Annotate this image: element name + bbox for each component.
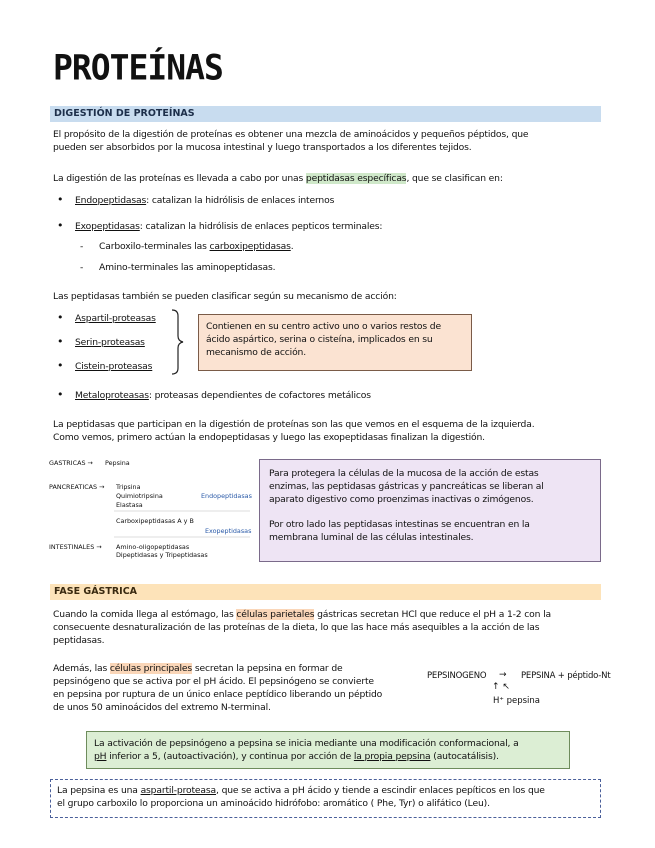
scheme-quimiotripsina: Quimiotripsina (116, 492, 163, 500)
dash-l1-pre: La pepsina es una (57, 785, 141, 796)
purple-line: Por otro lado las peptidasas intestinas se encuentran en la (269, 519, 530, 530)
purple-line: membrana luminal de las células intestinales. (269, 532, 474, 543)
reaction-left: PEPSINOGENO (427, 671, 487, 681)
term-carboxipeptidasas: carboxipeptidasas (209, 241, 291, 252)
highlight-parietales: células parietales (236, 609, 315, 620)
reaction-arrow-icon: → (499, 670, 507, 680)
scheme-pancreaticas: PANCREATICAS → (49, 483, 105, 491)
mech-box-line: Contienen en su centro activo uno o varios restos de (206, 321, 441, 332)
highlight-principales: células principales (109, 663, 193, 674)
principal-line-1 (53, 662, 343, 675)
principal-l1-post: secretan la pepsina en formar de (192, 663, 343, 674)
participate-line-2: Como vemos, primero actúan la endopeptidasas y luego las exopeptidasas finalizan la digestión. (53, 432, 485, 443)
scheme-carboxi: Carboxipeptidasas A y B (116, 517, 194, 525)
metallo-desc: : proteasas dependientes de cofactores metálicos (148, 390, 371, 401)
sub1-post: . (290, 241, 294, 252)
activation-note-box (86, 731, 570, 769)
principal-line-4: de unos 50 aminoácidos del extremo N-terminal. (53, 702, 271, 713)
purple-line: aparato digestivo como proenzimas inactivas o zimógenos. (269, 494, 534, 505)
scheme-pepsina: Pepsina (105, 459, 130, 467)
scheme-amino: Amino-oligopeptidasas (116, 543, 190, 551)
gastric-line-3: peptidasas. (53, 635, 105, 646)
green-line-1: La activación de pepsinógeno a pepsina se inicia mediante una modificación conformacional, a (94, 738, 519, 749)
purple-line: enzimas, las peptidasas gástricas y pancreáticas se liberan al (269, 481, 544, 492)
reaction-right: PEPSINA + péptido-Nt (521, 671, 611, 681)
term-aspartil-proteasa: aspartil-proteasa (140, 785, 217, 796)
mech-box-line: ácido aspártico, serina o cisteína, implicados en su (206, 334, 433, 345)
gastric-line-1 (53, 608, 551, 621)
zymogen-note-box (259, 459, 601, 562)
intro-line-1: El propósito de la digestión de proteínas es obtener una mezcla de aminoácidos y pequeños péptidos, que (53, 129, 529, 140)
classification-post: , que se clasifican en: (406, 173, 503, 184)
dash-l1-post: , que se activa a pH ácido y tiende a escindir enlaces pepíticos en los que (216, 785, 545, 796)
bullet-icon: • (57, 219, 64, 232)
term-exopeptidasas: Exopeptidasas (75, 221, 140, 232)
green-l2-mid: inferior a 5, (autoactivación), y continua por acción de (106, 751, 354, 762)
scheme-endo-label: Endopeptidasas (201, 492, 252, 500)
mech-item-aspartil: Aspartil-proteasas (75, 313, 156, 324)
highlight-peptidasas: peptidasas específicas (305, 173, 407, 184)
endo-desc: : catalizan la hidrólisis de enlaces internos (146, 195, 335, 206)
principal-l1-pre: Además, las (53, 663, 110, 674)
purple-line: Para protegera la células de la mucosa de la acción de estas (269, 468, 539, 479)
green-line-2 (94, 750, 562, 763)
bullet-icon: • (57, 193, 64, 206)
page-title: PROTEÍNAS (53, 47, 223, 88)
bullet-icon: • (57, 388, 64, 401)
bullet-icon: • (57, 311, 64, 324)
reaction-below: H⁺ pepsina (493, 696, 540, 706)
term-propia-pepsina: la propia pepsina (353, 751, 431, 762)
scheme-dipep: Dipeptidasas y Tripeptidasas (116, 551, 208, 559)
classification-pre: La digestión de las proteínas es llevada a cabo por unas (53, 173, 306, 184)
principal-line-3: en pepsina por ruptura de un único enlace peptídico liberando un péptido (53, 689, 383, 700)
reaction-up-arrows-icon: ↑ ↖ (492, 682, 510, 692)
dash-icon: - (80, 241, 84, 252)
mech-item-cistein: Cistein-proteasas (75, 361, 153, 372)
section-header-digestion: DIGESTIÓN DE PROTEÍNAS (50, 106, 601, 122)
dash-icon: - (80, 262, 84, 273)
participate-line-1: La peptidasas que participan en la digestión de proteínas son las que vemos en el esquema de la izquierda. (53, 419, 535, 430)
principal-line-2: pepsinógeno que se activa por el pH ácido. El pepsinógeno se convierte (53, 676, 374, 687)
gastric-line-2: consecuente desnaturalización de las proteínas de la dieta, lo que las hace más asequibles a la acción de las (53, 622, 540, 633)
mechanism-intro: Las peptidasas también se pueden clasificar según su mecanismo de acción: (53, 291, 397, 302)
term-endopeptidasas: Endopeptidasas (75, 195, 147, 206)
scheme-tripsina: Tripsina (116, 483, 141, 491)
sub-item-amino: Amino-terminales las aminopeptidasas. (99, 262, 276, 273)
bullet-icon: • (57, 359, 64, 372)
scheme-exo-label: Exopeptidasas (205, 527, 252, 535)
intro-line-2: pueden ser absorbidos por la mucosa intestinal y luego transportados a los diferentes tejidos. (53, 142, 472, 153)
sub1-pre: Carboxilo-terminales las (99, 241, 210, 252)
term-metaloproteasas: Metaloproteasas (75, 390, 149, 401)
mech-box-line: mecanismo de acción. (206, 347, 306, 358)
mech-item-serin: Serin-proteasas (75, 337, 145, 348)
pepsin-note-box (50, 779, 601, 818)
gastric-l1-post: gástricas secretan HCl que reduce el pH a 1-2 con la (314, 609, 551, 620)
green-l2-post: (autocatálisis). (430, 751, 499, 762)
gastric-l1-pre: Cuando la comida llega al estómago, las (53, 609, 237, 620)
scheme-elastasa: Elastasa (116, 501, 143, 509)
exo-desc: : catalizan la hidrólisis de enlaces pepticos terminales: (139, 221, 383, 232)
scheme-intestinales: INTESTINALES → (49, 543, 102, 551)
term-ph: pH (94, 751, 107, 762)
scheme-gastricas: GASTRICAS → (49, 459, 93, 467)
section-header-gastric: FASE GÁSTRICA (50, 584, 601, 600)
dash-line-2: el grupo carboxilo lo proporciona un aminoácido hidrófobo: aromático ( Phe, Tyr) o alifático (Leu). (57, 798, 490, 809)
dash-line-1 (57, 784, 594, 797)
bullet-icon: • (57, 335, 64, 348)
